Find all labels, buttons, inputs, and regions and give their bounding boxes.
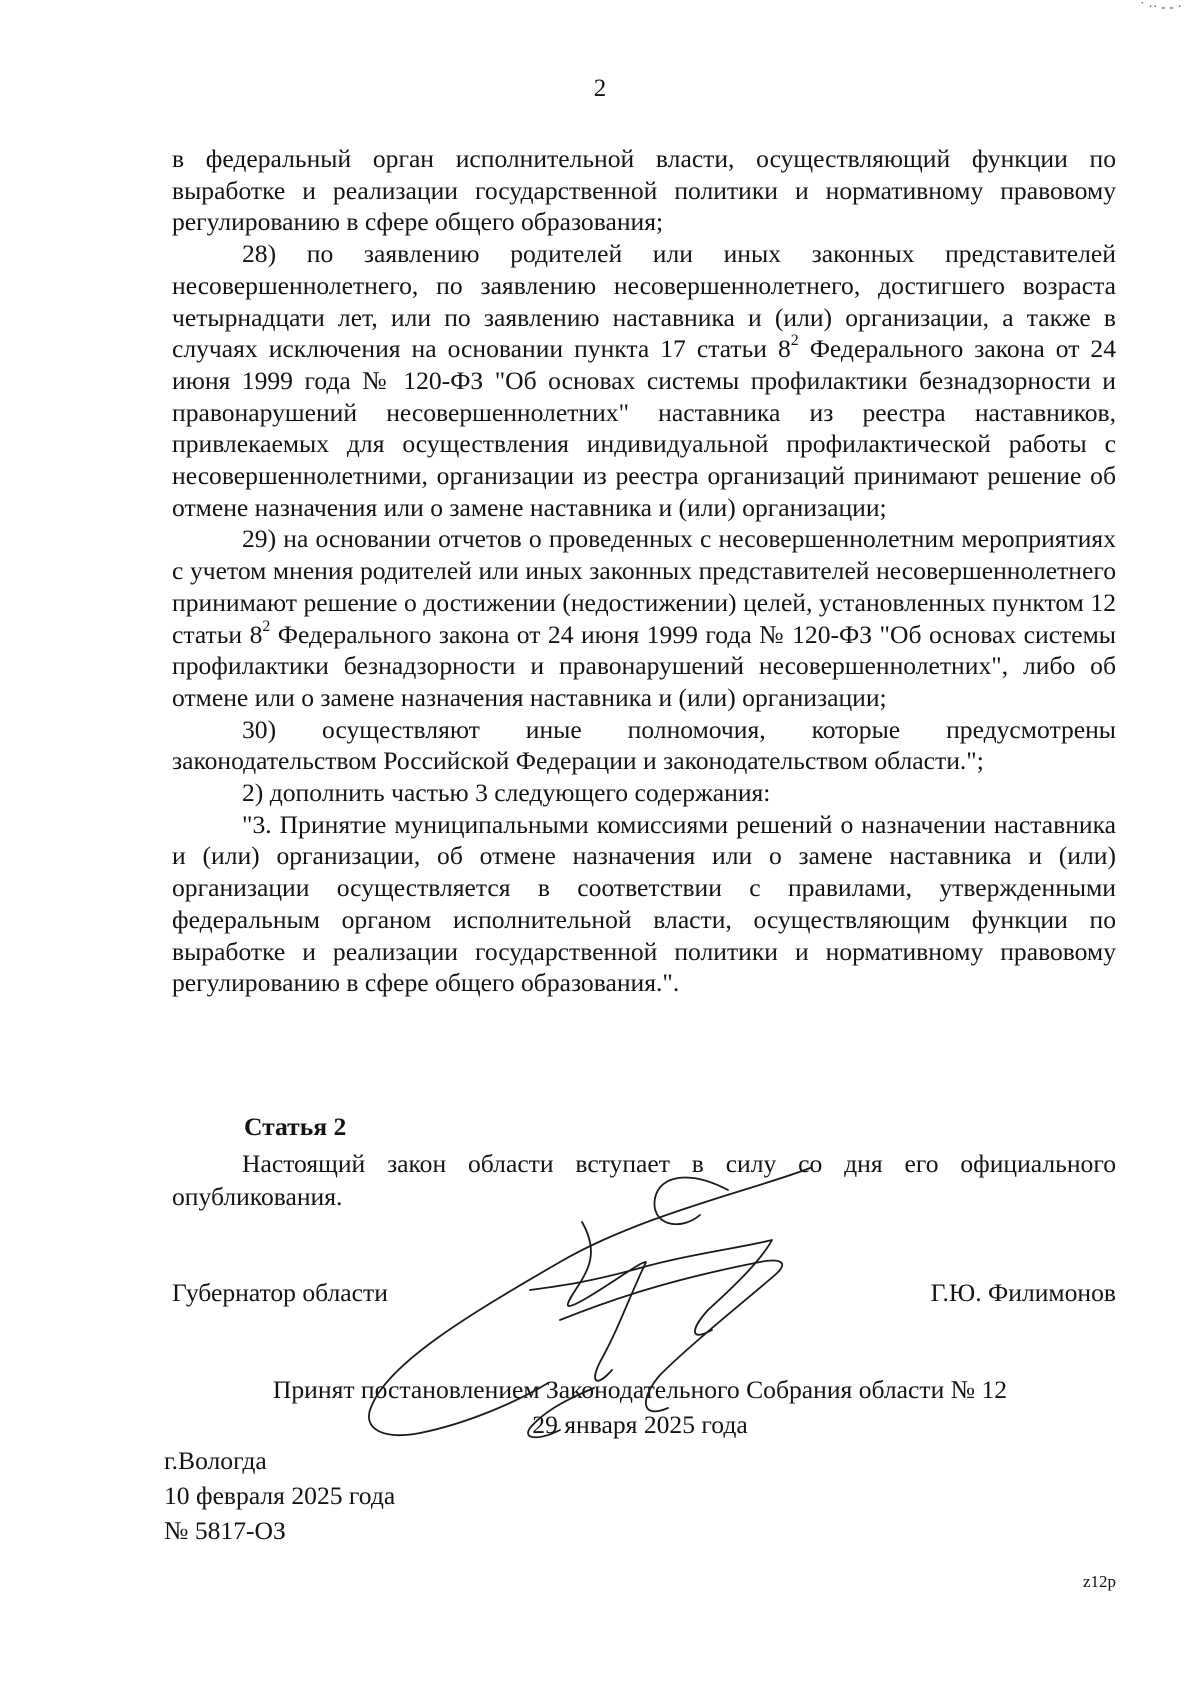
signoff-number: № 5817-ОЗ (164, 1516, 286, 1545)
article-2-text: Настоящий закон области вступает в силу со дня его официального опубликования. (172, 1149, 1116, 1211)
adoption-note (0, 1372, 1200, 1442)
paragraph-amendment-2: 2) дополнить частью 3 следующего содержания: (242, 778, 771, 808)
corner-scan-mark: ˙ ·· ‐ ‐ · (1140, 0, 1182, 15)
item-29-part2: Федерального закона от 24 июня 1999 года № 120-ФЗ "Об основах системы профилактики безнадзорности и правонарушений несовершеннолетних", либо об отмене или о замене назначения наставника и (или) организации; (172, 619, 1116, 712)
item-28-part2: Федерального закона от 24 июня 1999 года № 120-ФЗ "Об основах системы профилактики безнадзорности и правонарушений несовершеннолетних" наставника из реестра наставников, привлекаемых для осуществления индивидуальной профилактической работы с несовершеннолетними, организации из реестра организаций принимают решение об отмене назначения или о замене наставника и (или) организации; (172, 334, 1116, 522)
paragraph-part-3: "3. Принятие муниципальными комиссиями решений о назначении наставника и (или) организации, об отмене назначения или о замене наставника и (или) организации осуществляется в соответствии с правилами, утвержденными федеральным органом исполнительной власти, осуществляющим функции по выработке и реализации государственной политики и нормативному правовому регулированию в сфере общего образования.". (172, 809, 1116, 998)
paragraph-item-30: 30) осуществляют иные полномочия, которые предусмотрены законодательством Российской Федерации и законодательством области."; (172, 714, 1116, 776)
adoption-line-2: 29 января 2025 года (532, 1410, 748, 1439)
governor-name: Г.Ю. Филимонов (930, 1278, 1116, 1307)
adoption-line-1: Принят постановлением Законодательного Собрания области № 12 (272, 1375, 1008, 1404)
article-2-title: Статья 2 (244, 1112, 347, 1141)
law-body-text (172, 143, 1116, 999)
paragraph-intro: в федеральный орган исполнительной власти, осуществляющий функции по выработке и реализации государственной политики и нормативному правовому регулированию в сфере общего образования; (172, 144, 1116, 237)
document-code: z12p (1082, 1572, 1116, 1591)
signoff-date: 10 февраля 2025 года (164, 1481, 396, 1510)
superscript-1: 2 (790, 332, 799, 350)
signoff-block (164, 1443, 395, 1548)
item-29-part1: 29) на основании отчетов о проведенных с несовершеннолетним мероприятиях с учетом мнения родителей или иных законных представителей несовершеннолетнего принимают решение о достижении (недостижении) целей, установленных пунктом 12 статьи 8 (172, 524, 1116, 649)
governor-title: Губернатор области (172, 1278, 388, 1307)
paragraph-item-29 (172, 523, 1116, 713)
superscript-2: 2 (262, 617, 271, 635)
paragraph-item-28 (172, 238, 1116, 523)
item-28-part1: 28) по заявлению родителей или иных законных представителей несовершеннолетнего, по заявлению несовершеннолетнего, достигшего возраста четырнадцати лет, или по заявлению наставника и (или) организации, а также в случаях исключения на основании пункта 17 статьи 8 (172, 239, 1116, 364)
signoff-city: г.Вологда (164, 1446, 267, 1475)
page-number: 2 (593, 75, 607, 102)
